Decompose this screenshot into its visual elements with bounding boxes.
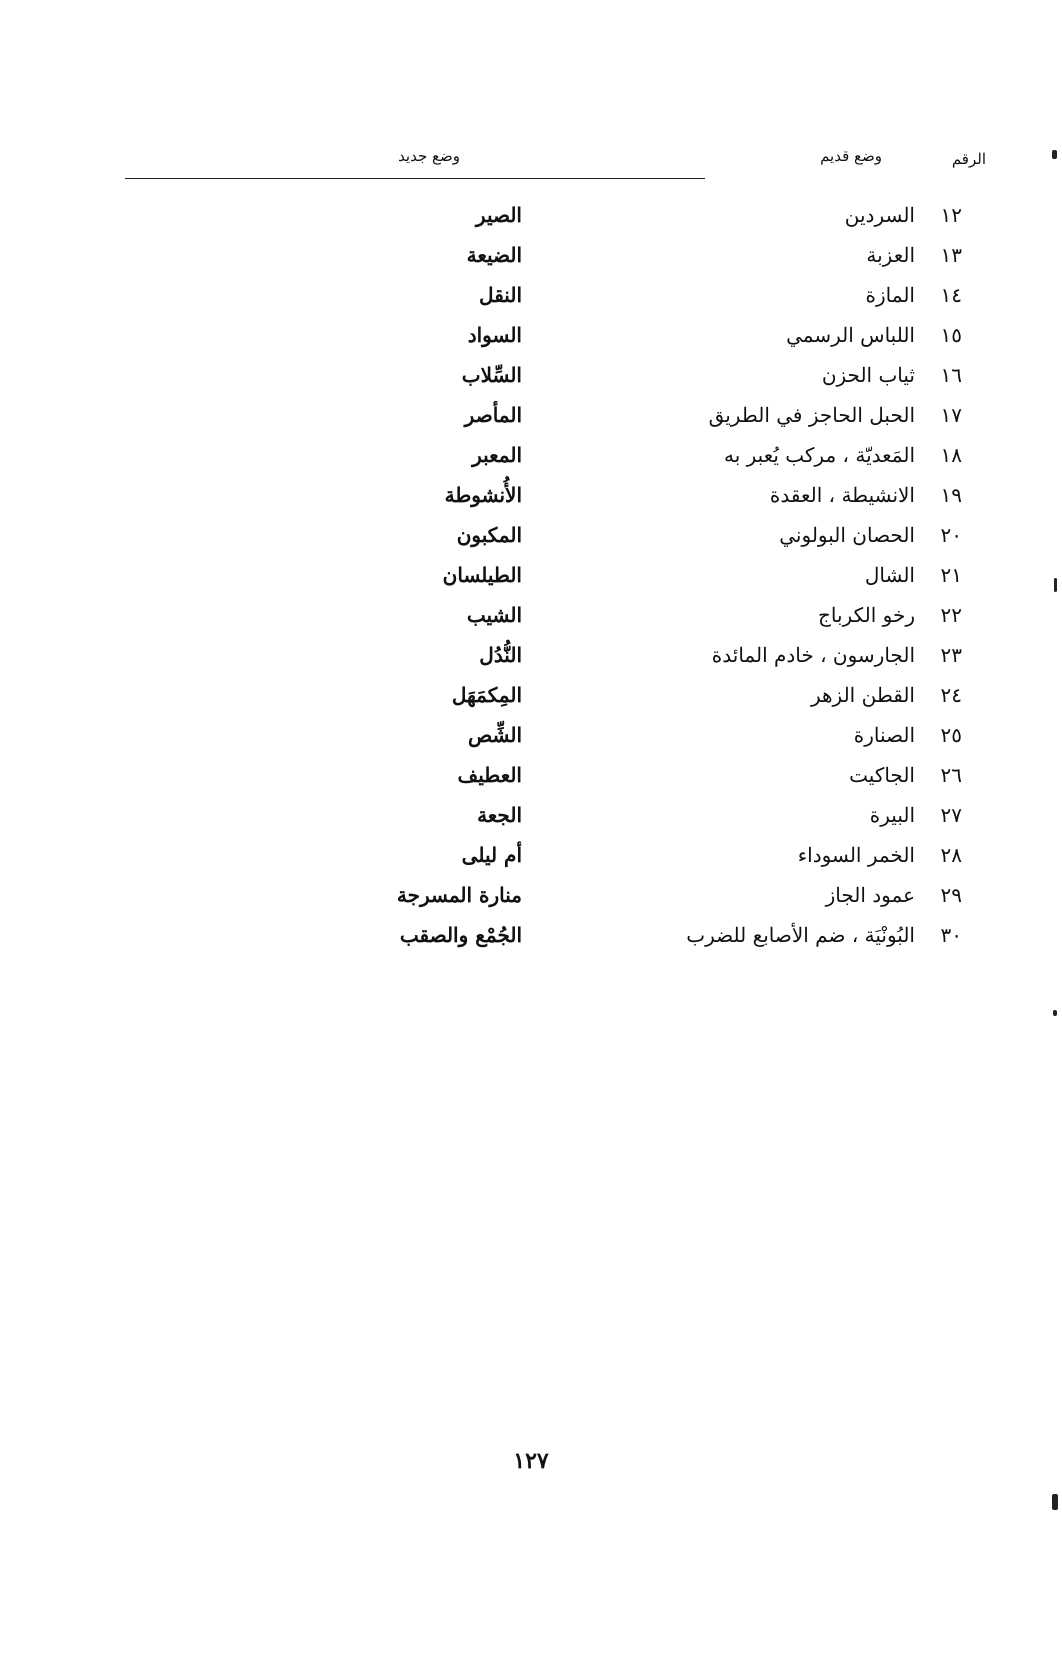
term-row <box>0 240 1062 280</box>
term-list <box>0 200 1062 960</box>
row-number: ١٧ <box>940 403 962 427</box>
old-form-term: الصنارة <box>853 723 915 747</box>
new-form-term: الأُنشوطة <box>444 483 522 507</box>
old-form-term: السردين <box>844 203 915 227</box>
old-form-term: الانشيطة ، العقدة <box>769 483 915 507</box>
new-form-term: السواد <box>467 323 522 347</box>
old-form-term: المَعديّة ، مركب يُعبر به <box>723 443 915 467</box>
old-form-term: عمود الجاز <box>825 883 915 907</box>
row-number: ٢٤ <box>940 683 962 707</box>
row-number: ٢٧ <box>940 803 962 827</box>
term-row <box>0 200 1062 240</box>
row-number: ٢٩ <box>940 883 962 907</box>
old-form-term: اللباس الرسمي <box>786 323 915 347</box>
row-number: ١٩ <box>940 483 962 507</box>
old-form-term: القطن الزهر <box>810 683 915 707</box>
row-number: ٢٨ <box>940 843 962 867</box>
row-number: ١٦ <box>940 363 962 387</box>
old-form-term: البيرة <box>869 803 915 827</box>
row-number: ١٨ <box>940 443 962 467</box>
header-new-form-label: وضع جديد <box>398 147 460 165</box>
row-number: ١٥ <box>940 323 962 347</box>
term-row <box>0 760 1062 800</box>
term-row <box>0 680 1062 720</box>
header-old-form-label: وضع قديم <box>820 147 882 165</box>
old-form-term: المازة <box>865 283 915 307</box>
term-row <box>0 440 1062 480</box>
term-row <box>0 600 1062 640</box>
term-row <box>0 560 1062 600</box>
old-form-term: ثياب الحزن <box>821 363 915 387</box>
row-number: ٢٥ <box>940 723 962 747</box>
new-form-term: الجُمْع والصقب <box>399 923 522 947</box>
term-row <box>0 360 1062 400</box>
row-number: ٢٢ <box>940 603 962 627</box>
row-number: ١٣ <box>940 243 962 267</box>
page-number: ١٢٧ <box>513 1448 549 1474</box>
new-form-term: الصير <box>475 203 522 227</box>
row-number: ١٤ <box>940 283 962 307</box>
term-row <box>0 800 1062 840</box>
row-number: ٣٠ <box>940 923 962 947</box>
new-form-term: الطيلسان <box>442 563 522 587</box>
header-number-label: الرقم <box>951 150 986 168</box>
term-row <box>0 520 1062 560</box>
new-form-term: المأصر <box>464 403 522 427</box>
new-form-term: الجعة <box>477 803 522 827</box>
old-form-term: رخو الكرباج <box>817 603 915 627</box>
term-row <box>0 920 1062 960</box>
new-form-term: الشيب <box>466 603 522 627</box>
new-form-term: أم ليلى <box>461 843 522 867</box>
old-form-term: البُونْيَة ، ضم الأصابع للضرب <box>686 923 915 947</box>
header-divider <box>125 178 705 179</box>
row-number: ٢١ <box>940 563 962 587</box>
row-number: ٢٦ <box>940 763 962 787</box>
new-form-term: السِّلاب <box>461 363 522 387</box>
new-form-term: النُّدُل <box>479 643 522 667</box>
term-row <box>0 400 1062 440</box>
new-form-term: المكبون <box>456 523 522 547</box>
term-row <box>0 280 1062 320</box>
scan-mark <box>1052 1494 1058 1510</box>
old-form-term: العزبة <box>866 243 915 267</box>
row-number: ٢٠ <box>940 523 962 547</box>
term-row <box>0 640 1062 680</box>
term-row <box>0 320 1062 360</box>
scan-mark <box>1052 150 1057 159</box>
new-form-term: المِكمَهَل <box>451 683 522 707</box>
new-form-term: النقل <box>479 283 522 307</box>
old-form-term: الشال <box>864 563 915 587</box>
term-row <box>0 880 1062 920</box>
old-form-term: الجاكيت <box>849 763 915 787</box>
term-row <box>0 480 1062 520</box>
new-form-term: منارة المسرجة <box>396 883 522 907</box>
scan-mark <box>1054 578 1057 592</box>
term-row <box>0 720 1062 760</box>
old-form-term: الحصان البولوني <box>779 523 915 547</box>
term-row <box>0 840 1062 880</box>
scan-mark <box>1053 1010 1057 1016</box>
old-form-term: الحبل الحاجز في الطريق <box>708 403 915 427</box>
row-number: ٢٣ <box>940 643 962 667</box>
new-form-term: الضيعة <box>466 243 522 267</box>
old-form-term: الخمر السوداء <box>797 843 915 867</box>
new-form-term: المعبر <box>472 443 522 467</box>
row-number: ١٢ <box>940 203 962 227</box>
new-form-term: العطيف <box>457 763 522 787</box>
new-form-term: الشِّص <box>468 723 522 747</box>
old-form-term: الجارسون ، خادم المائدة <box>711 643 915 667</box>
